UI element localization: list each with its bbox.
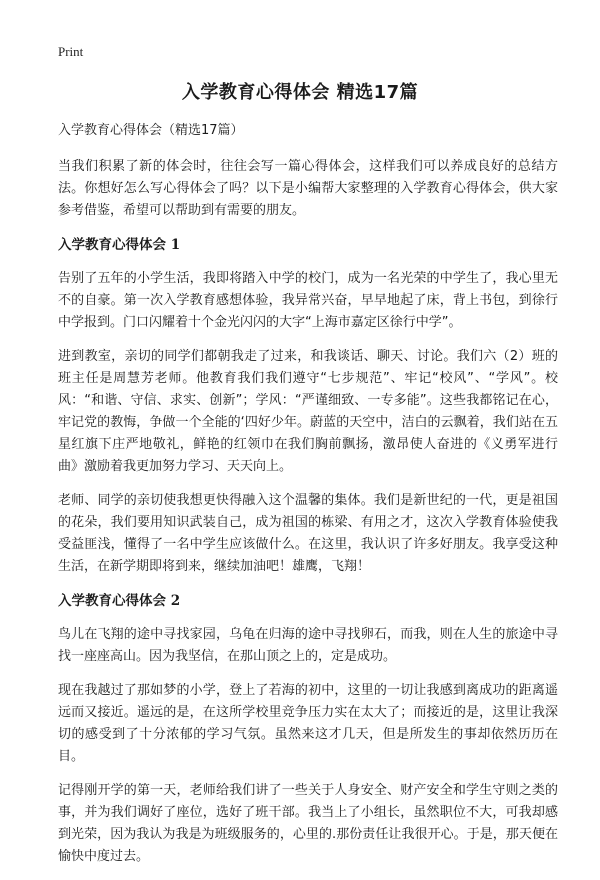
- section-paragraph: 进到教室，亲切的同学们都朝我走了过来，和我谈话、聊天、讨论。我们六（2）班的班主任是周慧芳老师。他教育我们我们遵守“七步规范”、牢记“校风”、“学风”。校风：“和谐、守信、求实、创新”；学风：“严谨细致、一专多能”。这些我都铭记在心，牢记党的教悔，争做一个全能的‘四好少年。蔚蓝的天空中，洁白的云飘着，我们站在五星红旗下庄严地敬礼，鲜艳的红领巾在我们胸前飘扬，激昂使人奋进的《义勇军进行曲》激励着我更加努力学习、天天向上。: [58, 349, 558, 474]
- section-heading: 入学教育心得体会 2: [58, 593, 181, 609]
- section-paragraph: 鸟儿在飞翔的途中寻找家园，乌龟在归海的途中寻找卵石，而我，则在人生的旅途中寻找一座座高山。因为我坚信，在那山顶之上的，定是成功。: [58, 627, 558, 664]
- section-paragraph: 记得刚开学的第一天，老师给我们讲了一些关于人身安全、财产安全和学生守则之类的事，并为我们调好了座位，选好了班干部。我当上了小组长，虽然职位不大，可我却感到光荣，因为我认为我是为班级服务的，心里的.那份责任让我很开心。于是，那天便在愉快中度过去。: [58, 783, 558, 864]
- section-paragraph: 现在我越过了那如梦的小学，登上了若海的初中，这里的一切让我感到离成功的距离遥远而又接近。遥远的是，在这所学校里竞争压力实在太大了；而接近的是，这里让我深切的感受到了十分浓郁的学习气氛。虽然来这才几天，但是所发生的事却依然历历在目。: [58, 683, 558, 764]
- section-paragraph: 老师、同学的亲切使我想更快得融入这个温馨的集体。我们是新世纪的一代，更是祖国的花朵，我们要用知识武装自己，成为祖国的栋梁、有用之才，这次入学教育体验使我受益匪浅，懂得了一名中学生应该做什么。在这里，我认识了许多好朋友。我享受这种生活，在新学期即将到来，继续加油吧！雄鹰，飞翔！: [58, 493, 558, 574]
- section-paragraph: 告别了五年的小学生活，我即将踏入中学的校门，成为一名光荣的中学生了，我心里无不的自豪。第一次入学教育感想体验，我异常兴奋，早早地起了床，背上书包，到徐行中学报到。门口闪耀着十个金光闪闪的大字“上海市嘉定区徐行中学”。: [58, 271, 558, 330]
- article-subtitle: 入学教育心得体会（精选17篇）: [58, 123, 244, 138]
- article-body: [58, 120, 558, 880]
- print-link[interactable]: Print: [58, 44, 84, 59]
- page-title: 入学教育心得体会 精选17篇: [181, 82, 419, 103]
- section-heading: 入学教育心得体会 1: [58, 237, 181, 253]
- intro-paragraph: 当我们积累了新的体会时，往往会写一篇心得体会，这样我们可以养成良好的总结方法。你想好怎么写心得体会了吗？以下是小编帮大家整理的入学教育心得体会，供大家参考借鉴，希望可以帮助到有需要的朋友。: [58, 159, 558, 218]
